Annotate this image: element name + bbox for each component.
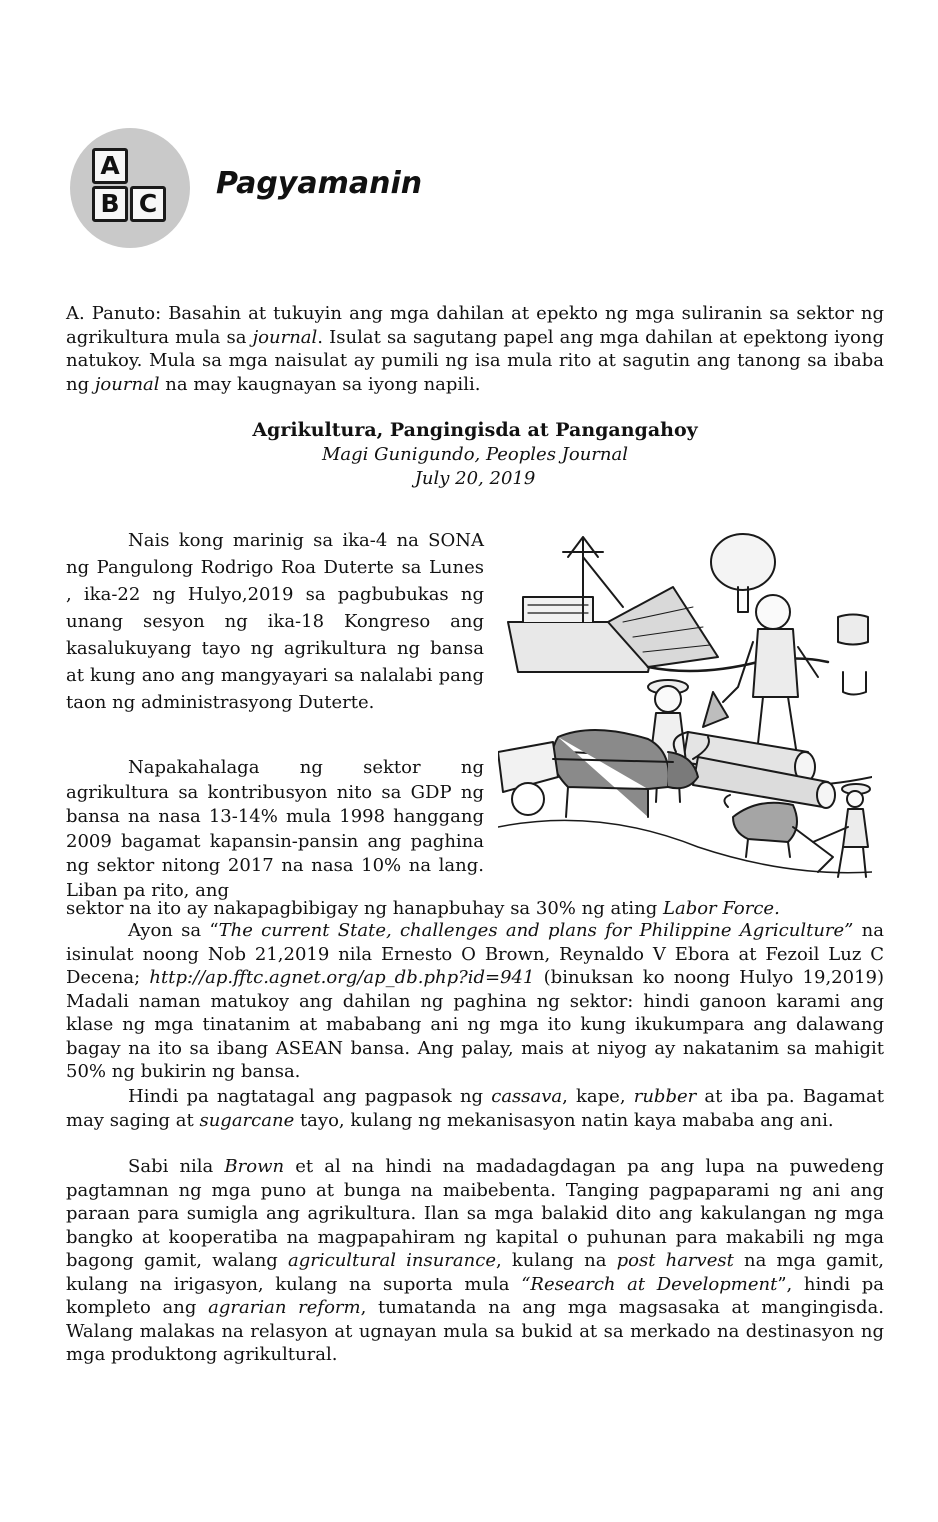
article-title: Agrikultura, Pangingisda at Pangangahoy bbox=[252, 419, 698, 441]
instructions: A. Panuto: Basahin at tukuyin ang mga dahilan at epekto ng mga suliranin sa sektor ng agrikultura mula sa journal. Isulat sa sagutang papel ang mga dahilan at epektong iyong natukoy. Mula sa mga naisulat ay pumili ng isa mula rito at sagutin ang tanong sa ibaba ng journal na may kaugnayan sa iyong napili. bbox=[66, 303, 884, 395]
section-title: Pagyamanin bbox=[216, 166, 423, 201]
agriculture-fishing-logging-illustration bbox=[498, 527, 872, 887]
paragraph-3: Ayon sa “The current State, challenges and plans for Philippine Agriculture” na isinulat noong Nob 21,2019 nila Ernesto O Brown, Reynaldo V Ebora at Fezoil Luz C Decena; http://ap.fftc.agnet.org/ap_db.php?id=941 (binuksan ko noong Hulyo 19,2019) Madali naman matukoy ang dahilan ng paghina ng sektor: hindi ganoon karami ang klase ng mga tinatanim at mababang ani ng mga ito kung ikukumpara ang dalawang bagay na ito sa ibang ASEAN bansa. Ang palay, mais at niyog ay nakatanim sa mahigit 50% ng bukirin ng bansa. bbox=[66, 920, 884, 1082]
block-c: C bbox=[130, 186, 166, 222]
logs bbox=[683, 732, 835, 808]
article-byline: Magi Gunigundo, Peoples Journal bbox=[321, 444, 628, 465]
paragraph-2-continued: sektor na ito ay nakapagbibigay ng hanapbuhay sa 30% ng ating Labor Force. bbox=[66, 898, 780, 919]
paragraph-1: Nais kong marinig sa ika-4 na SONA ng Pangulong Rodrigo Roa Duterte sa Lunes , ika-22 ng Hulyo,2019 sa pagbubukas ng unang sesyon ng ika-18 Kongreso ang kasalukuyang tayo ng agrikultura ng bansa at kung ano ang mangyayari sa nalalabi pang taon ng administrasyong Duterte. bbox=[66, 530, 484, 713]
tree-stump bbox=[843, 672, 866, 695]
tree-stump bbox=[838, 615, 868, 645]
abc-blocks-icon bbox=[70, 128, 190, 248]
paragraph-4: Hindi pa nagtatagal ang pagpasok ng cassava, kape, rubber at iba pa. Bagamat may saging at sugarcane tayo, kulang ng mekanisasyon natin kaya mababa ang ani. bbox=[66, 1086, 885, 1131]
paragraph-2: Napakahalaga ng sektor ng agrikultura sa kontribusyon nito sa GDP ng bansa na nasa 13-14% mula 1998 hanggang 2009 bagamat kapansin-pansin ang paghina ng sektor nitong 2017 na nasa 10% na lang. Liban pa rito, ang bbox=[66, 757, 484, 901]
block-b: B bbox=[92, 186, 128, 222]
article-header bbox=[66, 418, 884, 491]
paragraph-5: Sabi nila Brown et al na hindi na madadagdagan pa ang lupa na puwedeng pagtamnan ng mga puno at bunga na maibebenta. Tanging pagpaparami ng ani ang paraan para sumigla ang agrikultura. Ilan sa mga balakid dito ang kakulangan ng mga bangko at kooperatiba na magpapahiram ng kapital o puhunan para makabili ng mga bagong gamit, walang agricultural insurance, kulang na post harvest na mga gamit, kulang na irigasyon, kulang na suporta mula “Research at Development”, hindi pa kompleto ang agrarian reform, tumatanda na ang mga magsasaka at mangingisda. Walang malakas na relasyon at ugnayan mula sa bukid at sa merkado na destinasyon ng mga produktong agrikultural. bbox=[66, 1156, 885, 1365]
reference-url: http://ap.fftc.agnet.org/ap_db.php?id=941 bbox=[149, 967, 535, 988]
block-a: A bbox=[92, 148, 128, 184]
article-date: July 20, 2019 bbox=[414, 468, 536, 489]
